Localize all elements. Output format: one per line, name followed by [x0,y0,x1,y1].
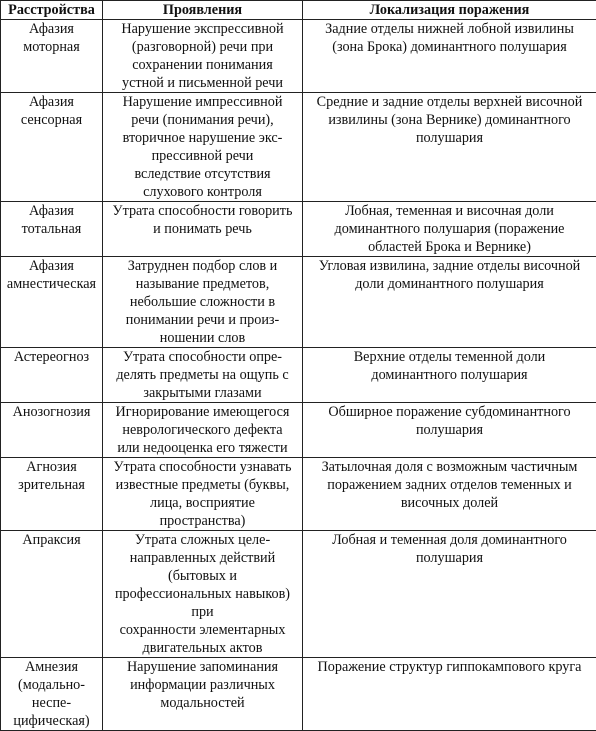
table-row [1,20,596,93]
cell-localization: Лобная, теменная и височная доли доминантного полушария (поражение областей Брока и Вернике) [303,202,596,257]
cell-manifestation: Утрата способности опре- делять предметы на ощупь с закрытыми глазами [103,348,303,403]
cell-disorder: Агнозия зрительная [1,458,103,531]
cell-disorder: Астереогноз [1,348,103,403]
header-manifestations: Проявления [103,1,303,20]
cell-manifestation: Нарушение экспрессивной (разговорной) речи при сохранении понимания устной и письменной речи [103,20,303,93]
cell-localization: Угловая извилина, задние отделы височной доли доминантного полушария [303,257,596,348]
table-body [1,20,596,731]
cell-localization: Средние и задние отделы верхней височной извилины (зона Вернике) доминантного полушария [303,93,596,202]
header-disorders: Расстройства [1,1,103,20]
table-header [1,1,596,20]
cell-disorder: Афазия сенсорная [1,93,103,202]
cell-disorder: Афазия моторная [1,20,103,93]
table-row [1,531,596,658]
header-localization: Локализация поражения [303,1,596,20]
cell-localization: Лобная и теменная доля доминантного полушария [303,531,596,658]
cell-disorder: Афазия тотальная [1,202,103,257]
cell-manifestation: Затруднен подбор слов и называние предметов, небольшие сложности в понимании речи и произ- ношении слов [103,257,303,348]
cell-disorder: Афазия амнестическая [1,257,103,348]
cell-manifestation: Нарушение импрессивной речи (понимания речи), вторичное нарушение экс- прессивной речи вследствие отсутствия слухового контроля [103,93,303,202]
table-row [1,458,596,531]
table-row [1,658,596,731]
cell-localization: Обширное поражение субдоминантного полушария [303,403,596,458]
table-row [1,348,596,403]
cell-localization: Поражение структур гиппокампового круга [303,658,596,731]
cell-localization: Затылочная доля с возможным частичным поражением задних отделов теменных и височных долей [303,458,596,531]
cell-manifestation: Утрата способности говорить и понимать речь [103,202,303,257]
cell-manifestation: Утрата сложных целе- направленных действий (бытовых и профессиональных навыков) при сохранности элементарных двигательных актов [103,531,303,658]
cell-localization: Задние отделы нижней лобной извилины (зона Брока) доминантного полушария [303,20,596,93]
cell-manifestation: Утрата способности узнавать известные предметы (буквы, лица, восприятие пространства) [103,458,303,531]
table-row [1,403,596,458]
cell-disorder: Анозогнозия [1,403,103,458]
table-row [1,257,596,348]
table-row [1,202,596,257]
cell-localization: Верхние отделы теменной доли доминантного полушария [303,348,596,403]
header-row [1,1,596,20]
cell-manifestation: Игнорирование имеющегося неврологического дефекта или недооценка его тяжести [103,403,303,458]
cell-disorder: Апраксия [1,531,103,658]
cell-disorder: Амнезия (модально- неспе- цифическая) [1,658,103,731]
table-row [1,93,596,202]
cell-manifestation: Нарушение запоминания информации различных модальностей [103,658,303,731]
